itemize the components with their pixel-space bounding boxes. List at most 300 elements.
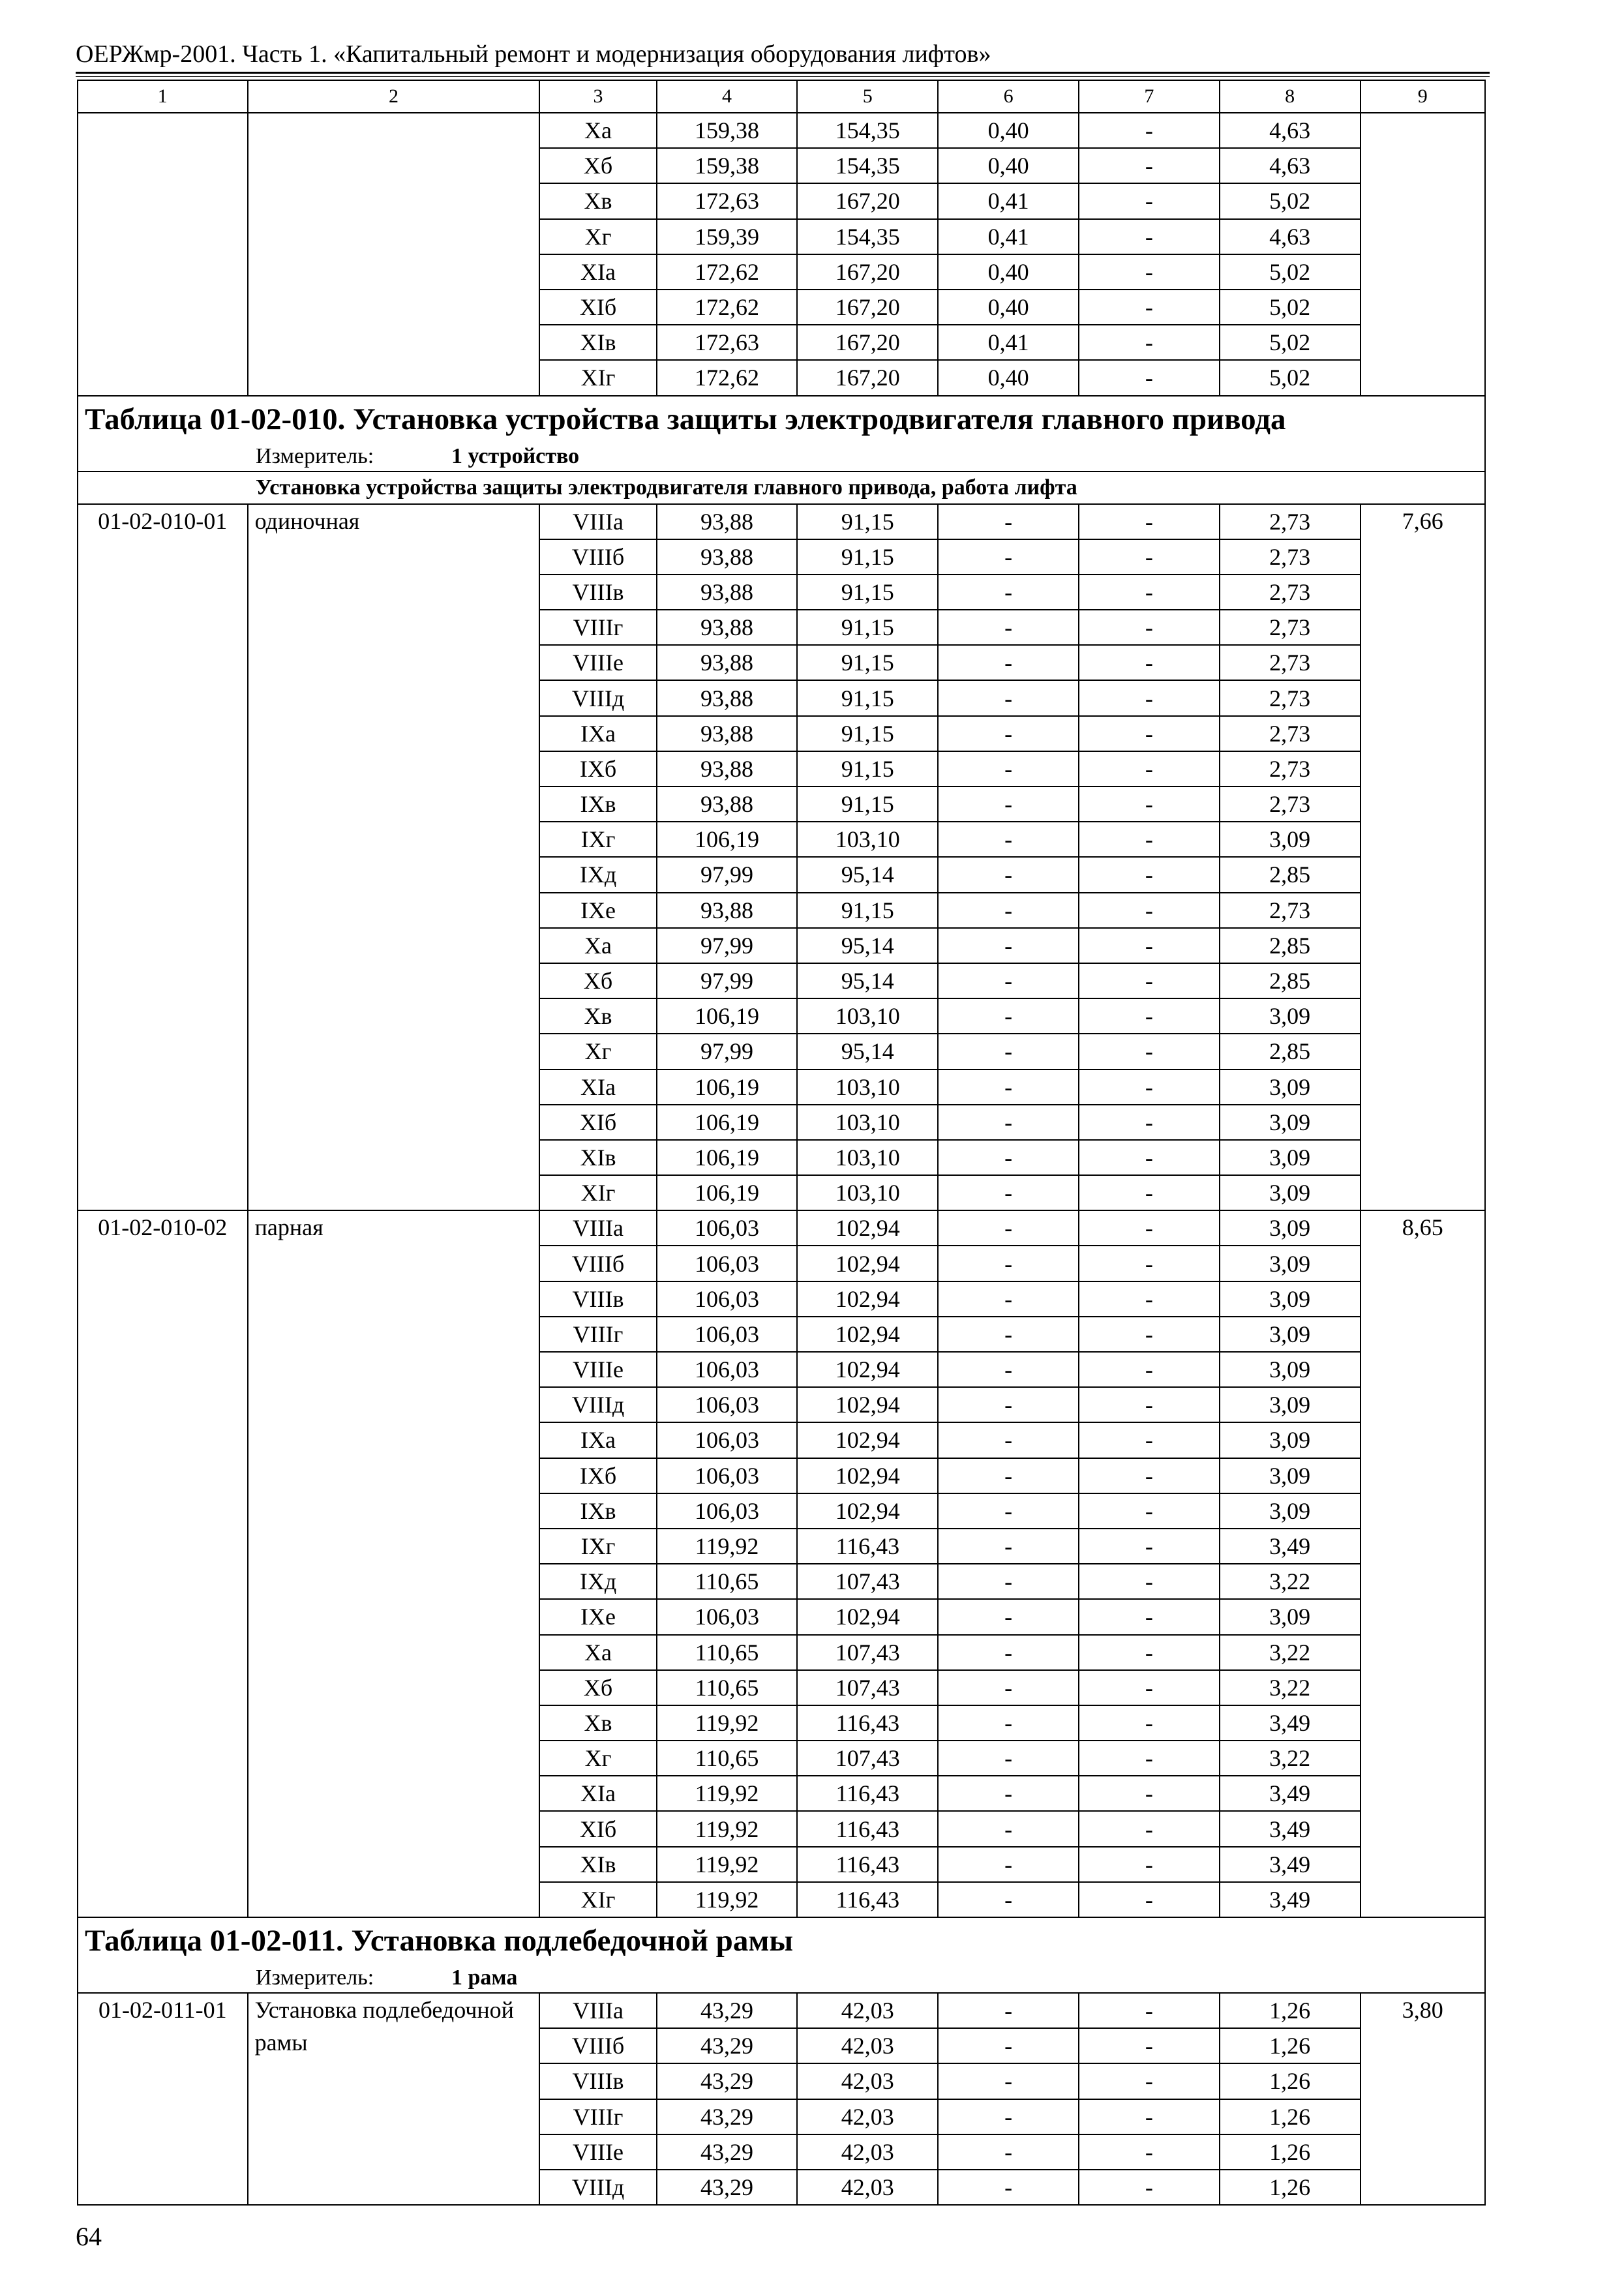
total-cost-cell: 93,88 (657, 504, 798, 539)
class-cell: VIIIг (539, 2099, 656, 2134)
machines-cell: - (938, 1070, 1079, 1105)
class-cell: VIIIа (539, 504, 656, 539)
wages-cell: 167,20 (797, 254, 938, 290)
wages-cell: 42,03 (797, 2099, 938, 2134)
total-cost-cell: 110,65 (657, 1635, 798, 1670)
column-number: 9 (1361, 80, 1485, 113)
machinists-wages-cell: - (1079, 1352, 1220, 1387)
class-cell: XIв (539, 325, 656, 360)
class-cell: IXг (539, 1529, 656, 1564)
wages-cell: 116,43 (797, 1705, 938, 1741)
materials-cell: 3,09 (1220, 1210, 1361, 1246)
total-cost-cell: 106,19 (657, 1070, 798, 1105)
wages-cell: 103,10 (797, 1070, 938, 1105)
class-cell: VIIIв (539, 575, 656, 610)
materials-cell: 2,73 (1220, 539, 1361, 575)
materials-cell: 3,09 (1220, 822, 1361, 857)
table-title: Таблица 01-02-010. Установка устройства защиты электродвигателя главного привода (78, 396, 1485, 442)
machines-cell: 0,41 (938, 183, 1079, 218)
machinists-wages-cell: - (1079, 183, 1220, 218)
machines-cell: 0,40 (938, 148, 1079, 183)
machines-cell: - (938, 1352, 1079, 1387)
materials-cell: 2,73 (1220, 645, 1361, 680)
machinists-wages-cell: - (1079, 504, 1220, 539)
materials-cell: 3,22 (1220, 1741, 1361, 1776)
machines-cell: - (938, 2099, 1079, 2134)
class-cell: IXг (539, 822, 656, 857)
machinists-wages-cell: - (1079, 716, 1220, 751)
machines-cell: - (938, 1882, 1079, 1917)
machinists-wages-cell: - (1079, 786, 1220, 822)
table-title-row (78, 396, 1485, 442)
machinists-wages-cell: - (1079, 857, 1220, 892)
machinists-wages-cell: - (1079, 893, 1220, 928)
class-cell: IXд (539, 857, 656, 892)
wages-cell: 91,15 (797, 716, 938, 751)
wages-cell: 95,14 (797, 857, 938, 892)
wages-cell: 154,35 (797, 113, 938, 148)
class-cell: VIIIа (539, 1993, 656, 2028)
materials-cell: 2,73 (1220, 893, 1361, 928)
wages-cell: 91,15 (797, 786, 938, 822)
materials-cell: 2,73 (1220, 610, 1361, 645)
meter-cell (78, 1964, 1485, 1993)
class-cell: IXд (539, 1564, 656, 1599)
machinists-wages-cell: - (1079, 998, 1220, 1034)
total-cost-cell: 43,29 (657, 2099, 798, 2134)
machinists-wages-cell: - (1079, 1175, 1220, 1210)
machinists-wages-cell: - (1079, 1317, 1220, 1352)
rate-name: парная (248, 1210, 540, 1917)
machinists-wages-cell: - (1079, 1741, 1220, 1776)
class-cell: VIIIе (539, 1352, 656, 1387)
total-cost-cell: 106,03 (657, 1422, 798, 1458)
wages-cell: 102,94 (797, 1352, 938, 1387)
machinists-wages-cell: - (1079, 2028, 1220, 2063)
machinists-wages-cell: - (1079, 1140, 1220, 1175)
machines-cell: - (938, 1741, 1079, 1776)
machinists-wages-cell: - (1079, 360, 1220, 395)
wages-cell: 103,10 (797, 1140, 938, 1175)
materials-cell: 2,85 (1220, 1034, 1361, 1069)
class-cell: XIб (539, 290, 656, 325)
materials-cell: 1,26 (1220, 1993, 1361, 2028)
meter-row (78, 442, 1485, 471)
rates-table (77, 80, 1486, 2206)
total-cost-cell: 172,62 (657, 360, 798, 395)
materials-cell: 2,73 (1220, 716, 1361, 751)
machines-cell: - (938, 680, 1079, 715)
machinists-wages-cell: - (1079, 1105, 1220, 1140)
table-title: Таблица 01-02-011. Установка подлебедочной рамы (78, 1917, 1485, 1964)
total-cost-cell: 43,29 (657, 2134, 798, 2170)
machines-cell: - (938, 2170, 1079, 2205)
wages-cell: 42,03 (797, 2134, 938, 2170)
machinists-wages-cell: - (1079, 1458, 1220, 1493)
machinists-wages-cell: - (1079, 680, 1220, 715)
total-cost-cell: 172,62 (657, 254, 798, 290)
labor-cell (1361, 113, 1485, 396)
total-cost-cell: 93,88 (657, 610, 798, 645)
machines-cell: - (938, 893, 1079, 928)
machines-cell: - (938, 751, 1079, 786)
machinists-wages-cell: - (1079, 1670, 1220, 1705)
materials-cell: 5,02 (1220, 183, 1361, 218)
total-cost-cell: 110,65 (657, 1741, 798, 1776)
materials-cell: 2,73 (1220, 680, 1361, 715)
rate-code: 01-02-010-01 (78, 504, 248, 1211)
page-number: 64 (76, 2222, 102, 2251)
column-number: 8 (1220, 80, 1361, 113)
materials-cell: 3,09 (1220, 1352, 1361, 1387)
total-cost-cell: 93,88 (657, 751, 798, 786)
machinists-wages-cell: - (1079, 1811, 1220, 1846)
machines-cell: - (938, 2134, 1079, 2170)
class-cell: XIг (539, 1175, 656, 1210)
materials-cell: 3,09 (1220, 1140, 1361, 1175)
column-number: 1 (78, 80, 248, 113)
materials-cell: 3,09 (1220, 1105, 1361, 1140)
machinists-wages-cell: - (1079, 1281, 1220, 1317)
machines-cell: 0,40 (938, 113, 1079, 148)
machines-cell: - (938, 1776, 1079, 1811)
code-cell (78, 113, 248, 396)
wages-cell: 103,10 (797, 822, 938, 857)
class-cell: VIIIд (539, 680, 656, 715)
column-number: 3 (539, 80, 656, 113)
total-cost-cell: 106,03 (657, 1352, 798, 1387)
class-cell: VIIIг (539, 610, 656, 645)
wages-cell: 42,03 (797, 2063, 938, 2099)
total-cost-cell: 106,03 (657, 1317, 798, 1352)
wages-cell: 107,43 (797, 1741, 938, 1776)
total-cost-cell: 119,92 (657, 1529, 798, 1564)
materials-cell: 5,02 (1220, 290, 1361, 325)
machines-cell: - (938, 539, 1079, 575)
wages-cell: 95,14 (797, 928, 938, 963)
materials-cell: 3,22 (1220, 1670, 1361, 1705)
total-cost-cell: 106,03 (657, 1387, 798, 1422)
wages-cell: 91,15 (797, 893, 938, 928)
machines-cell: - (938, 1246, 1079, 1281)
column-number: 5 (797, 80, 938, 113)
machinists-wages-cell: - (1079, 1034, 1220, 1069)
class-cell: VIIIе (539, 645, 656, 680)
machines-cell: - (938, 998, 1079, 1034)
materials-cell: 3,09 (1220, 1387, 1361, 1422)
materials-cell: 3,49 (1220, 1776, 1361, 1811)
total-cost-cell: 159,38 (657, 148, 798, 183)
machines-cell: - (938, 2028, 1079, 2063)
meter-label: Измеритель: (256, 1966, 374, 1990)
total-cost-cell: 43,29 (657, 1993, 798, 2028)
total-cost-cell: 97,99 (657, 857, 798, 892)
materials-cell: 5,02 (1220, 325, 1361, 360)
machines-cell: - (938, 1811, 1079, 1846)
wages-cell: 102,94 (797, 1317, 938, 1352)
total-cost-cell: 172,62 (657, 290, 798, 325)
machines-cell: - (938, 1175, 1079, 1210)
machines-cell: 0,41 (938, 219, 1079, 254)
wages-cell: 102,94 (797, 1246, 938, 1281)
machinists-wages-cell: - (1079, 645, 1220, 680)
wages-cell: 91,15 (797, 751, 938, 786)
machinists-wages-cell: - (1079, 610, 1220, 645)
materials-cell: 3,09 (1220, 1246, 1361, 1281)
wages-cell: 91,15 (797, 645, 938, 680)
machinists-wages-cell: - (1079, 1847, 1220, 1882)
materials-cell: 3,22 (1220, 1635, 1361, 1670)
machinists-wages-cell: - (1079, 1599, 1220, 1634)
meter-cell (78, 442, 1485, 471)
subtitle-cell (78, 471, 1485, 504)
materials-cell: 3,49 (1220, 1811, 1361, 1846)
total-cost-cell: 106,03 (657, 1246, 798, 1281)
wages-cell: 42,03 (797, 2028, 938, 2063)
total-cost-cell: 110,65 (657, 1564, 798, 1599)
total-cost-cell: 93,88 (657, 575, 798, 610)
machinists-wages-cell: - (1079, 1993, 1220, 2028)
machines-cell: - (938, 1140, 1079, 1175)
machines-cell: - (938, 1458, 1079, 1493)
wages-cell: 154,35 (797, 219, 938, 254)
wages-cell: 91,15 (797, 575, 938, 610)
wages-cell: 167,20 (797, 325, 938, 360)
class-cell: IXб (539, 751, 656, 786)
wages-cell: 91,15 (797, 539, 938, 575)
materials-cell: 3,09 (1220, 1175, 1361, 1210)
total-cost-cell: 172,63 (657, 183, 798, 218)
machinists-wages-cell: - (1079, 963, 1220, 998)
total-cost-cell: 119,92 (657, 1847, 798, 1882)
machinists-wages-cell: - (1079, 1387, 1220, 1422)
wages-cell: 103,10 (797, 1175, 938, 1210)
table-row (78, 113, 1485, 148)
wages-cell: 116,43 (797, 1811, 938, 1846)
materials-cell: 3,49 (1220, 1847, 1361, 1882)
class-cell: Xб (539, 1670, 656, 1705)
column-number: 4 (657, 80, 798, 113)
wages-cell: 102,94 (797, 1281, 938, 1317)
machinists-wages-cell: - (1079, 2170, 1220, 2205)
column-numbers-row (78, 80, 1485, 113)
class-cell: VIIIе (539, 2134, 656, 2170)
total-cost-cell: 106,03 (657, 1458, 798, 1493)
materials-cell: 2,85 (1220, 928, 1361, 963)
table-row (78, 504, 1485, 539)
wages-cell: 116,43 (797, 1776, 938, 1811)
header-rule-thin (76, 76, 1490, 77)
machines-cell: - (938, 1993, 1079, 2028)
wages-cell: 116,43 (797, 1847, 938, 1882)
class-cell: VIIIг (539, 1317, 656, 1352)
total-cost-cell: 93,88 (657, 786, 798, 822)
meter-row (78, 1964, 1485, 1993)
class-cell: VIIIв (539, 2063, 656, 2099)
machinists-wages-cell: - (1079, 1210, 1220, 1246)
class-cell: Xв (539, 998, 656, 1034)
class-cell: VIIIд (539, 2170, 656, 2205)
materials-cell: 3,09 (1220, 1493, 1361, 1529)
wages-cell: 102,94 (797, 1599, 938, 1634)
total-cost-cell: 110,65 (657, 1670, 798, 1705)
wages-cell: 42,03 (797, 2170, 938, 2205)
wages-cell: 91,15 (797, 680, 938, 715)
wages-cell: 102,94 (797, 1210, 938, 1246)
rate-code: 01-02-010-02 (78, 1210, 248, 1917)
column-number: 2 (248, 80, 540, 113)
machinists-wages-cell: - (1079, 1529, 1220, 1564)
table-row (78, 1210, 1485, 1246)
machines-cell: - (938, 575, 1079, 610)
wages-cell: 107,43 (797, 1635, 938, 1670)
total-cost-cell: 106,19 (657, 998, 798, 1034)
total-cost-cell: 106,03 (657, 1599, 798, 1634)
machines-cell: - (938, 1599, 1079, 1634)
machinists-wages-cell: - (1079, 2063, 1220, 2099)
class-cell: Xв (539, 1705, 656, 1741)
class-cell: XIг (539, 360, 656, 395)
wages-cell: 102,94 (797, 1422, 938, 1458)
total-cost-cell: 159,39 (657, 219, 798, 254)
materials-cell: 1,26 (1220, 2028, 1361, 2063)
class-cell: VIIIб (539, 539, 656, 575)
class-cell: XIб (539, 1811, 656, 1846)
wages-cell: 116,43 (797, 1882, 938, 1917)
class-cell: Xв (539, 183, 656, 218)
page-header: ОЕРЖмр-2001. Часть 1. «Капитальный ремонт и модернизация оборудования лифтов» (76, 40, 991, 68)
machines-cell: 0,40 (938, 360, 1079, 395)
machinists-wages-cell: - (1079, 1422, 1220, 1458)
materials-cell: 3,09 (1220, 1281, 1361, 1317)
class-cell: IXе (539, 893, 656, 928)
machinists-wages-cell: - (1079, 575, 1220, 610)
materials-cell: 3,09 (1220, 1458, 1361, 1493)
total-cost-cell: 93,88 (657, 680, 798, 715)
meter-value: 1 устройство (451, 443, 580, 468)
wages-cell: 116,43 (797, 1529, 938, 1564)
materials-cell: 2,73 (1220, 751, 1361, 786)
class-cell: Xб (539, 963, 656, 998)
total-cost-cell: 119,92 (657, 1882, 798, 1917)
total-cost-cell: 93,88 (657, 539, 798, 575)
machinists-wages-cell: - (1079, 254, 1220, 290)
wages-cell: 102,94 (797, 1458, 938, 1493)
machinists-wages-cell: - (1079, 219, 1220, 254)
machines-cell: - (938, 1635, 1079, 1670)
wages-cell: 95,14 (797, 963, 938, 998)
class-cell: IXв (539, 786, 656, 822)
meter-value: 1 рама (451, 1966, 518, 1990)
machines-cell: - (938, 1105, 1079, 1140)
class-cell: XIа (539, 1776, 656, 1811)
wages-cell: 91,15 (797, 504, 938, 539)
column-number: 6 (938, 80, 1079, 113)
machinists-wages-cell: - (1079, 1564, 1220, 1599)
materials-cell: 2,73 (1220, 575, 1361, 610)
table-title-row (78, 1917, 1485, 1964)
class-cell: Xа (539, 928, 656, 963)
wages-cell: 154,35 (797, 148, 938, 183)
class-cell: Xг (539, 1034, 656, 1069)
wages-cell: 167,20 (797, 360, 938, 395)
materials-cell: 5,02 (1220, 254, 1361, 290)
class-cell: Xа (539, 113, 656, 148)
class-cell: Xб (539, 148, 656, 183)
labor-cost: 3,80 (1361, 1993, 1485, 2205)
machinists-wages-cell: - (1079, 1635, 1220, 1670)
labor-cost: 7,66 (1361, 504, 1485, 1211)
machines-cell: 0,40 (938, 254, 1079, 290)
machinists-wages-cell: - (1079, 2099, 1220, 2134)
total-cost-cell: 106,03 (657, 1210, 798, 1246)
class-cell: VIIIб (539, 1246, 656, 1281)
machines-cell: - (938, 1493, 1079, 1529)
machinists-wages-cell: - (1079, 113, 1220, 148)
materials-cell: 2,85 (1220, 857, 1361, 892)
total-cost-cell: 43,29 (657, 2063, 798, 2099)
meter-label: Измеритель: (256, 443, 374, 468)
materials-cell: 3,09 (1220, 1070, 1361, 1105)
materials-cell: 1,26 (1220, 2134, 1361, 2170)
machines-cell: - (938, 645, 1079, 680)
machines-cell: - (938, 1281, 1079, 1317)
class-cell: XIв (539, 1847, 656, 1882)
machinists-wages-cell: - (1079, 1776, 1220, 1811)
labor-cost: 8,65 (1361, 1210, 1485, 1917)
wages-cell: 95,14 (797, 1034, 938, 1069)
machines-cell: - (938, 2063, 1079, 2099)
total-cost-cell: 93,88 (657, 645, 798, 680)
machines-cell: - (938, 1210, 1079, 1246)
class-cell: VIIIа (539, 1210, 656, 1246)
total-cost-cell: 172,63 (657, 325, 798, 360)
materials-cell: 2,73 (1220, 786, 1361, 822)
wages-cell: 102,94 (797, 1387, 938, 1422)
total-cost-cell: 106,19 (657, 822, 798, 857)
machinists-wages-cell: - (1079, 2134, 1220, 2170)
machinists-wages-cell: - (1079, 751, 1220, 786)
wages-cell: 107,43 (797, 1564, 938, 1599)
machinists-wages-cell: - (1079, 1493, 1220, 1529)
machines-cell: - (938, 504, 1079, 539)
class-cell: XIа (539, 254, 656, 290)
wages-cell: 167,20 (797, 183, 938, 218)
machines-cell: - (938, 822, 1079, 857)
materials-cell: 3,09 (1220, 1317, 1361, 1352)
rates-table-body (78, 80, 1485, 2205)
class-cell: VIIIд (539, 1387, 656, 1422)
machinists-wages-cell: - (1079, 822, 1220, 857)
rate-name: Установка подлебедочной рамы (248, 1993, 540, 2205)
wages-cell: 167,20 (797, 290, 938, 325)
class-cell: Xа (539, 1635, 656, 1670)
materials-cell: 4,63 (1220, 113, 1361, 148)
machinists-wages-cell: - (1079, 148, 1220, 183)
machines-cell: - (938, 1422, 1079, 1458)
header-rule (76, 72, 1490, 74)
wages-cell: 42,03 (797, 1993, 938, 2028)
total-cost-cell: 119,92 (657, 1776, 798, 1811)
column-number: 7 (1079, 80, 1220, 113)
class-cell: IXа (539, 1422, 656, 1458)
materials-cell: 3,49 (1220, 1705, 1361, 1741)
machines-cell: - (938, 1705, 1079, 1741)
machines-cell: - (938, 857, 1079, 892)
machines-cell: - (938, 1670, 1079, 1705)
class-cell: IXв (539, 1493, 656, 1529)
total-cost-cell: 106,19 (657, 1140, 798, 1175)
